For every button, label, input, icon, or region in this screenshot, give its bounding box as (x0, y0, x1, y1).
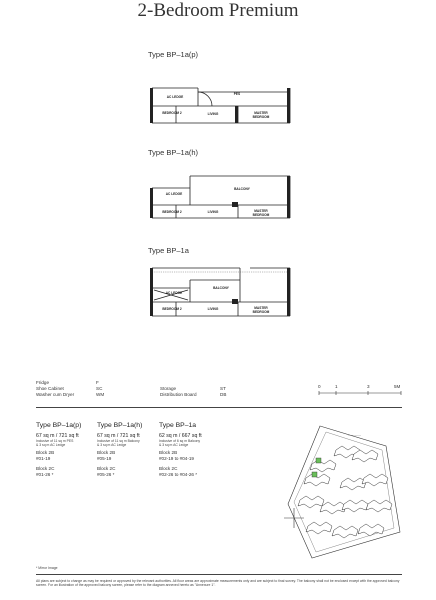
room-pes: PES (233, 92, 241, 96)
type-note: Inclusive of 11 sq m PES (36, 439, 74, 443)
room-living: LIVING (207, 210, 219, 214)
room-ac-ledge: AC LEDGE (165, 192, 183, 196)
unit-numbers: #01-19 (36, 456, 51, 461)
block-name: Block 2C (97, 466, 116, 471)
type-area: 62 sq m / 667 sq ft (159, 433, 202, 439)
unit-numbers: #01-26 * (36, 472, 54, 477)
type-note: Inclusive of 11 sq m Balcony (97, 439, 140, 443)
block-name: Block 2B (97, 450, 116, 455)
floorplan-bp1ap (140, 78, 300, 128)
unit-numbers: #05-26 * (97, 472, 115, 477)
svg-text:—————: ————— (348, 434, 361, 437)
room-living: LIVING (207, 112, 219, 116)
type-note: & 3 sq m AC Ledge (159, 443, 189, 447)
room-bedroom2: BEDROOM 2 (162, 307, 182, 311)
unit-numbers: #02-26 to #04-26 * (159, 472, 198, 477)
legend-item: Shoe Cabinet SC (36, 386, 103, 391)
scale-bar (318, 384, 402, 396)
type-details-bp1ap (36, 422, 81, 478)
type-note: Inclusive of 6 sq m Balcony (159, 439, 201, 443)
type-note: & 3 sq m AC Ledge (36, 443, 66, 447)
scale-tick-label: 0 (318, 384, 321, 389)
type-area: 67 sq m / 721 sq ft (36, 433, 79, 439)
type-area: 67 sq m / 721 sq ft (97, 433, 140, 439)
scale-tick-label: 1 (335, 384, 338, 389)
mirror-image-note: * Mirror Image (36, 566, 58, 570)
type-name: Type BP–1a(p) (36, 422, 82, 429)
plan-label-bp1ah: Type BP–1a(h) (148, 148, 199, 157)
scale-bar-line (318, 391, 402, 395)
scale-tick-label: 3 (367, 384, 370, 389)
legend-item: Distribution Board DB (160, 392, 227, 397)
room-ac-ledge: AC LEDGE (165, 291, 183, 295)
legend-col2 (160, 386, 226, 398)
block-name: Block 2B (36, 450, 55, 455)
block-name: Block 2C (159, 466, 178, 471)
plan-label-bp1a: Type BP–1a (148, 246, 189, 255)
block-name: Block 2C (36, 466, 55, 471)
legend-col1 (36, 380, 104, 398)
legend-item: Fridge F (36, 380, 99, 385)
room-master-bedroom: MASTER BEDROOM (252, 306, 270, 314)
room-balcony: BALCONY (234, 187, 250, 191)
room-balcony: BALCONY (213, 286, 229, 290)
disclaimer: All plans are subject to change as may be required or approved by the relevant authorities. All floor areas are approximate measurements only and are subject to final survey. The balcony shall not be enclosed except with the approved balcony screen. For an illustration of the approved balcony screen, please refer to the diagram annexed hereto as "Annexure 1". (36, 579, 400, 588)
unit-numbers: #05-19 (97, 456, 112, 461)
room-bedroom2: BEDROOM 2 (162, 111, 182, 115)
room-bedroom2: BEDROOM 2 (162, 210, 182, 214)
site-key-plan (282, 420, 402, 560)
type-details-bp1a (159, 422, 202, 478)
type-details-bp1ah (97, 422, 142, 478)
floorplan-bp1ah (140, 172, 300, 224)
room-master-bedroom: MASTER BEDROOM (252, 111, 270, 119)
legend-item: Storage ST (160, 386, 226, 391)
page-title: 2-Bedroom Premium (137, 0, 299, 21)
room-living: LIVING (207, 307, 219, 311)
block-name: Block 2B (159, 450, 178, 455)
type-name: Type BP–1a (159, 422, 197, 429)
unit-numbers: #02-19 to #04-19 (159, 456, 194, 461)
plan-label-bp1ap: Type BP–1a(p) (148, 50, 199, 59)
legend-item: Washer cum Dryer WM (36, 392, 105, 397)
divider (36, 574, 402, 575)
room-ac-ledge: AC LEDGE (166, 95, 184, 99)
scale-tick-label: 5M (394, 384, 401, 389)
divider (36, 407, 402, 408)
room-master-bedroom: MASTER BEDROOM (252, 209, 270, 217)
type-name: Type BP–1a(h) (97, 422, 143, 429)
type-note: & 3 sq m AC Ledge (97, 443, 127, 447)
